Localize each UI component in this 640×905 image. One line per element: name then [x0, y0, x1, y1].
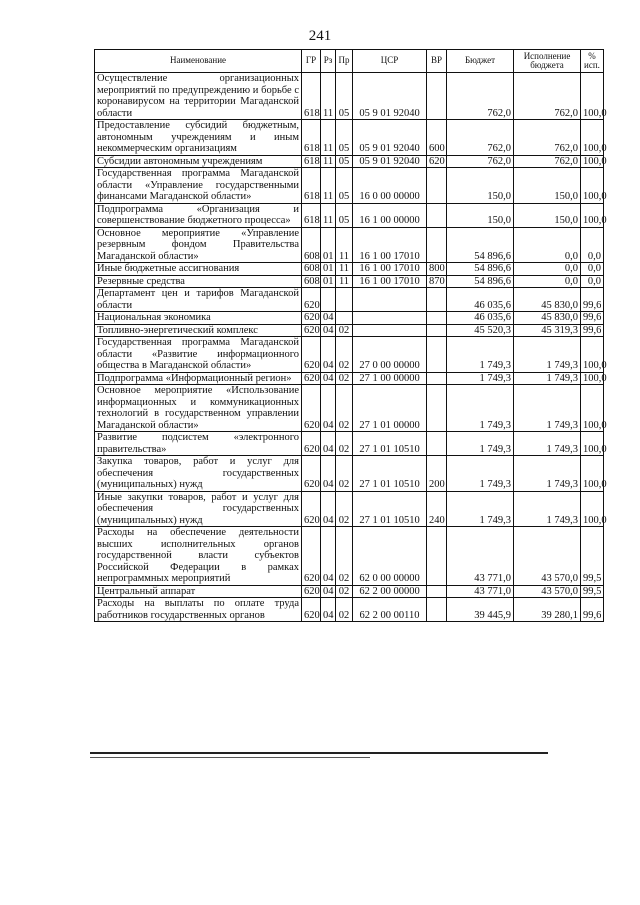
cell-name: Национальная экономика [95, 312, 302, 325]
table-row [95, 73, 604, 120]
cell-percent: 100,0 [581, 491, 604, 527]
cell-gr: 618 [302, 203, 321, 227]
cell-budget: 150,0 [447, 203, 514, 227]
cell-budget: 54 896,6 [447, 275, 514, 288]
cell-budget: 54 896,6 [447, 263, 514, 276]
cell-vr: 800 [427, 263, 447, 276]
cell-percent: 99,5 [581, 527, 604, 586]
cell-percent: 0,0 [581, 227, 604, 263]
cell-rz: 04 [321, 527, 336, 586]
cell-vr [427, 324, 447, 337]
cell-name: Государственная программа Магаданской области «Управление государственными финансами Магаданской области» [95, 168, 302, 204]
cell-name: Государственная программа Магаданской области «Развитие информационного общества в Магаданской области» [95, 337, 302, 373]
cell-gr: 620 [302, 288, 321, 312]
cell-rz: 04 [321, 432, 336, 456]
cell-execution: 0,0 [514, 227, 581, 263]
cell-csr: 62 2 00 00000 [353, 585, 427, 598]
cell-budget: 762,0 [447, 120, 514, 156]
table-row [95, 432, 604, 456]
cell-name: Закупка товаров, работ и услуг для обеспечения государственных (муниципальных) нужд [95, 456, 302, 492]
cell-budget: 762,0 [447, 155, 514, 168]
cell-pr: 11 [336, 263, 353, 276]
cell-vr: 600 [427, 120, 447, 156]
table-row [95, 385, 604, 432]
cell-rz: 04 [321, 337, 336, 373]
cell-gr: 620 [302, 432, 321, 456]
cell-execution: 0,0 [514, 275, 581, 288]
cell-pr: 05 [336, 168, 353, 204]
header-csr: ЦСР [353, 50, 427, 73]
budget-table [94, 49, 607, 622]
cell-percent: 100,0 [581, 120, 604, 156]
cell-pr: 02 [336, 491, 353, 527]
cell-csr: 05 9 01 92040 [353, 155, 427, 168]
cell-pr: 11 [336, 227, 353, 263]
cell-csr: 27 1 01 00000 [353, 385, 427, 432]
header-budget: Бюджет [447, 50, 514, 73]
cell-csr: 62 2 00 00110 [353, 598, 427, 622]
cell-budget: 1 749,3 [447, 385, 514, 432]
table-row [95, 527, 604, 586]
cell-name: Субсидии автономным учреждениям [95, 155, 302, 168]
cell-csr: 16 1 00 17010 [353, 263, 427, 276]
cell-execution: 150,0 [514, 203, 581, 227]
cell-name: Развитие подсистем «электронного правительства» [95, 432, 302, 456]
header-pr: Пр [336, 50, 353, 73]
cell-rz: 11 [321, 155, 336, 168]
cell-name: Предоставление субсидий бюджетным, автономным учреждениям и иным некоммерческим организациям [95, 120, 302, 156]
cell-gr: 620 [302, 456, 321, 492]
cell-csr: 05 9 01 92040 [353, 120, 427, 156]
cell-rz: 04 [321, 491, 336, 527]
cell-gr: 620 [302, 385, 321, 432]
cell-gr: 608 [302, 275, 321, 288]
cell-percent: 100,0 [581, 432, 604, 456]
cell-csr: 27 1 00 00000 [353, 372, 427, 385]
cell-budget: 1 749,3 [447, 372, 514, 385]
cell-execution: 762,0 [514, 73, 581, 120]
cell-gr: 618 [302, 168, 321, 204]
cell-vr [427, 432, 447, 456]
cell-percent: 99,5 [581, 585, 604, 598]
cell-execution: 1 749,3 [514, 372, 581, 385]
cell-gr: 620 [302, 372, 321, 385]
cell-percent: 100,0 [581, 203, 604, 227]
cell-execution: 45 319,3 [514, 324, 581, 337]
cell-csr: 16 0 00 00000 [353, 168, 427, 204]
cell-execution: 43 570,0 [514, 527, 581, 586]
cell-vr [427, 312, 447, 325]
cell-gr: 620 [302, 598, 321, 622]
table-row [95, 324, 604, 337]
cell-execution: 150,0 [514, 168, 581, 204]
cell-csr: 27 1 01 10510 [353, 491, 427, 527]
table-row [95, 275, 604, 288]
table-row [95, 168, 604, 204]
cell-execution: 762,0 [514, 155, 581, 168]
cell-csr: 27 0 00 00000 [353, 337, 427, 373]
cell-pr: 05 [336, 73, 353, 120]
cell-percent: 99,6 [581, 288, 604, 312]
table-row [95, 312, 604, 325]
cell-budget: 1 749,3 [447, 432, 514, 456]
cell-vr [427, 168, 447, 204]
cell-budget: 43 771,0 [447, 527, 514, 586]
cell-gr: 620 [302, 491, 321, 527]
cell-csr: 16 1 00 17010 [353, 227, 427, 263]
cell-percent: 99,6 [581, 324, 604, 337]
cell-rz: 01 [321, 263, 336, 276]
table-row [95, 491, 604, 527]
table-row [95, 585, 604, 598]
cell-percent: 100,0 [581, 155, 604, 168]
cell-name: Центральный аппарат [95, 585, 302, 598]
cell-rz: 04 [321, 585, 336, 598]
cell-rz: 01 [321, 227, 336, 263]
table-row [95, 337, 604, 373]
cell-budget: 1 749,3 [447, 456, 514, 492]
cell-percent: 100,0 [581, 73, 604, 120]
cell-vr [427, 288, 447, 312]
cell-gr: 620 [302, 324, 321, 337]
cell-pr: 11 [336, 275, 353, 288]
cell-percent: 100,0 [581, 168, 604, 204]
cell-pr: 02 [336, 432, 353, 456]
table-row [95, 120, 604, 156]
cell-gr: 620 [302, 527, 321, 586]
cell-vr: 620 [427, 155, 447, 168]
cell-percent: 100,0 [581, 372, 604, 385]
footer-divider-secondary [90, 757, 370, 758]
cell-pr: 02 [336, 585, 353, 598]
cell-vr [427, 372, 447, 385]
cell-budget: 46 035,6 [447, 288, 514, 312]
table-row [95, 155, 604, 168]
cell-rz: 04 [321, 456, 336, 492]
cell-name: Подпрограмма «Информационный регион» [95, 372, 302, 385]
cell-rz: 11 [321, 168, 336, 204]
cell-rz: 04 [321, 598, 336, 622]
cell-execution: 1 749,3 [514, 432, 581, 456]
cell-csr: 27 1 01 10510 [353, 456, 427, 492]
cell-pr: 05 [336, 120, 353, 156]
cell-name: Топливно-энергетический комплекс [95, 324, 302, 337]
table-row [95, 227, 604, 263]
cell-budget: 1 749,3 [447, 337, 514, 373]
cell-gr: 618 [302, 155, 321, 168]
cell-percent: 99,6 [581, 598, 604, 622]
cell-rz: 04 [321, 312, 336, 325]
cell-rz: 04 [321, 385, 336, 432]
cell-name: Департамент цен и тарифов Магаданской области [95, 288, 302, 312]
cell-name: Основное мероприятие «Управление резервным фондом Правительства Магаданской области» [95, 227, 302, 263]
cell-vr [427, 598, 447, 622]
cell-rz: 01 [321, 275, 336, 288]
cell-gr: 608 [302, 227, 321, 263]
cell-execution: 45 830,0 [514, 288, 581, 312]
cell-pr: 05 [336, 203, 353, 227]
table-row [95, 263, 604, 276]
cell-pr [336, 312, 353, 325]
cell-budget: 45 520,3 [447, 324, 514, 337]
cell-percent: 0,0 [581, 263, 604, 276]
cell-name: Осуществление организационных мероприятий по предупреждению и борьбе с коронавирусом на территории Магаданской области [95, 73, 302, 120]
cell-pr [336, 288, 353, 312]
table-row [95, 288, 604, 312]
footer-divider [90, 752, 548, 754]
cell-gr: 620 [302, 585, 321, 598]
header-rz: Рз [321, 50, 336, 73]
cell-percent: 0,0 [581, 275, 604, 288]
table-row [95, 372, 604, 385]
cell-pr: 02 [336, 598, 353, 622]
cell-execution: 1 749,3 [514, 456, 581, 492]
cell-vr [427, 527, 447, 586]
cell-percent: 99,6 [581, 312, 604, 325]
cell-pr: 02 [336, 337, 353, 373]
cell-pr: 02 [336, 456, 353, 492]
cell-vr [427, 203, 447, 227]
cell-pr: 02 [336, 385, 353, 432]
cell-rz: 11 [321, 73, 336, 120]
header-execution: Исполнение бюджета [514, 50, 581, 73]
cell-execution: 0,0 [514, 263, 581, 276]
cell-budget: 762,0 [447, 73, 514, 120]
cell-rz: 11 [321, 203, 336, 227]
header-vr: ВР [427, 50, 447, 73]
cell-gr: 620 [302, 312, 321, 325]
cell-csr: 27 1 01 10510 [353, 432, 427, 456]
cell-csr: 62 0 00 00000 [353, 527, 427, 586]
cell-vr: 200 [427, 456, 447, 492]
cell-vr [427, 385, 447, 432]
cell-budget: 54 896,6 [447, 227, 514, 263]
header-name: Наименование [95, 50, 302, 73]
cell-pr: 02 [336, 372, 353, 385]
header-gr: ГР [302, 50, 321, 73]
cell-percent: 100,0 [581, 385, 604, 432]
cell-budget: 1 749,3 [447, 491, 514, 527]
cell-gr: 608 [302, 263, 321, 276]
cell-name: Расходы на выплаты по оплате труда работников государственных органов [95, 598, 302, 622]
cell-vr [427, 73, 447, 120]
cell-name: Подпрограмма «Организация и совершенствование бюджетного процесса» [95, 203, 302, 227]
cell-gr: 618 [302, 120, 321, 156]
cell-rz: 11 [321, 120, 336, 156]
cell-execution: 1 749,3 [514, 337, 581, 373]
cell-budget: 150,0 [447, 168, 514, 204]
page-number: 241 [308, 28, 332, 44]
table-row [95, 598, 604, 622]
cell-execution: 39 280,1 [514, 598, 581, 622]
cell-vr: 240 [427, 491, 447, 527]
cell-execution: 43 570,0 [514, 585, 581, 598]
header-percent: % исп. [581, 50, 604, 73]
cell-rz [321, 288, 336, 312]
cell-pr: 02 [336, 527, 353, 586]
cell-rz: 04 [321, 372, 336, 385]
table-header-row [95, 50, 604, 73]
cell-execution: 1 749,3 [514, 385, 581, 432]
cell-budget: 46 035,6 [447, 312, 514, 325]
cell-csr [353, 288, 427, 312]
cell-vr [427, 585, 447, 598]
cell-execution: 1 749,3 [514, 491, 581, 527]
cell-budget: 39 445,9 [447, 598, 514, 622]
cell-csr [353, 324, 427, 337]
cell-csr: 16 1 00 17010 [353, 275, 427, 288]
table-row [95, 456, 604, 492]
cell-name: Расходы на обеспечение деятельности высших исполнительных органов государственной власти субъектов Российской Федерации в рамках непрограммных мероприятий [95, 527, 302, 586]
cell-execution: 762,0 [514, 120, 581, 156]
cell-vr [427, 337, 447, 373]
cell-gr: 618 [302, 73, 321, 120]
cell-csr [353, 312, 427, 325]
cell-gr: 620 [302, 337, 321, 373]
cell-budget: 43 771,0 [447, 585, 514, 598]
cell-execution: 45 830,0 [514, 312, 581, 325]
cell-csr: 05 9 01 92040 [353, 73, 427, 120]
cell-name: Иные бюджетные ассигнования [95, 263, 302, 276]
cell-percent: 100,0 [581, 456, 604, 492]
cell-pr: 05 [336, 155, 353, 168]
table-row [95, 203, 604, 227]
cell-csr: 16 1 00 00000 [353, 203, 427, 227]
cell-pr: 02 [336, 324, 353, 337]
cell-vr: 870 [427, 275, 447, 288]
cell-name: Основное мероприятие «Использование информационных и коммуникационных технологий в государственном управлении Магаданской области» [95, 385, 302, 432]
cell-name: Иные закупки товаров, работ и услуг для обеспечения государственных (муниципальных) нужд [95, 491, 302, 527]
cell-name: Резервные средства [95, 275, 302, 288]
cell-percent: 100,0 [581, 337, 604, 373]
cell-rz: 04 [321, 324, 336, 337]
cell-vr [427, 227, 447, 263]
